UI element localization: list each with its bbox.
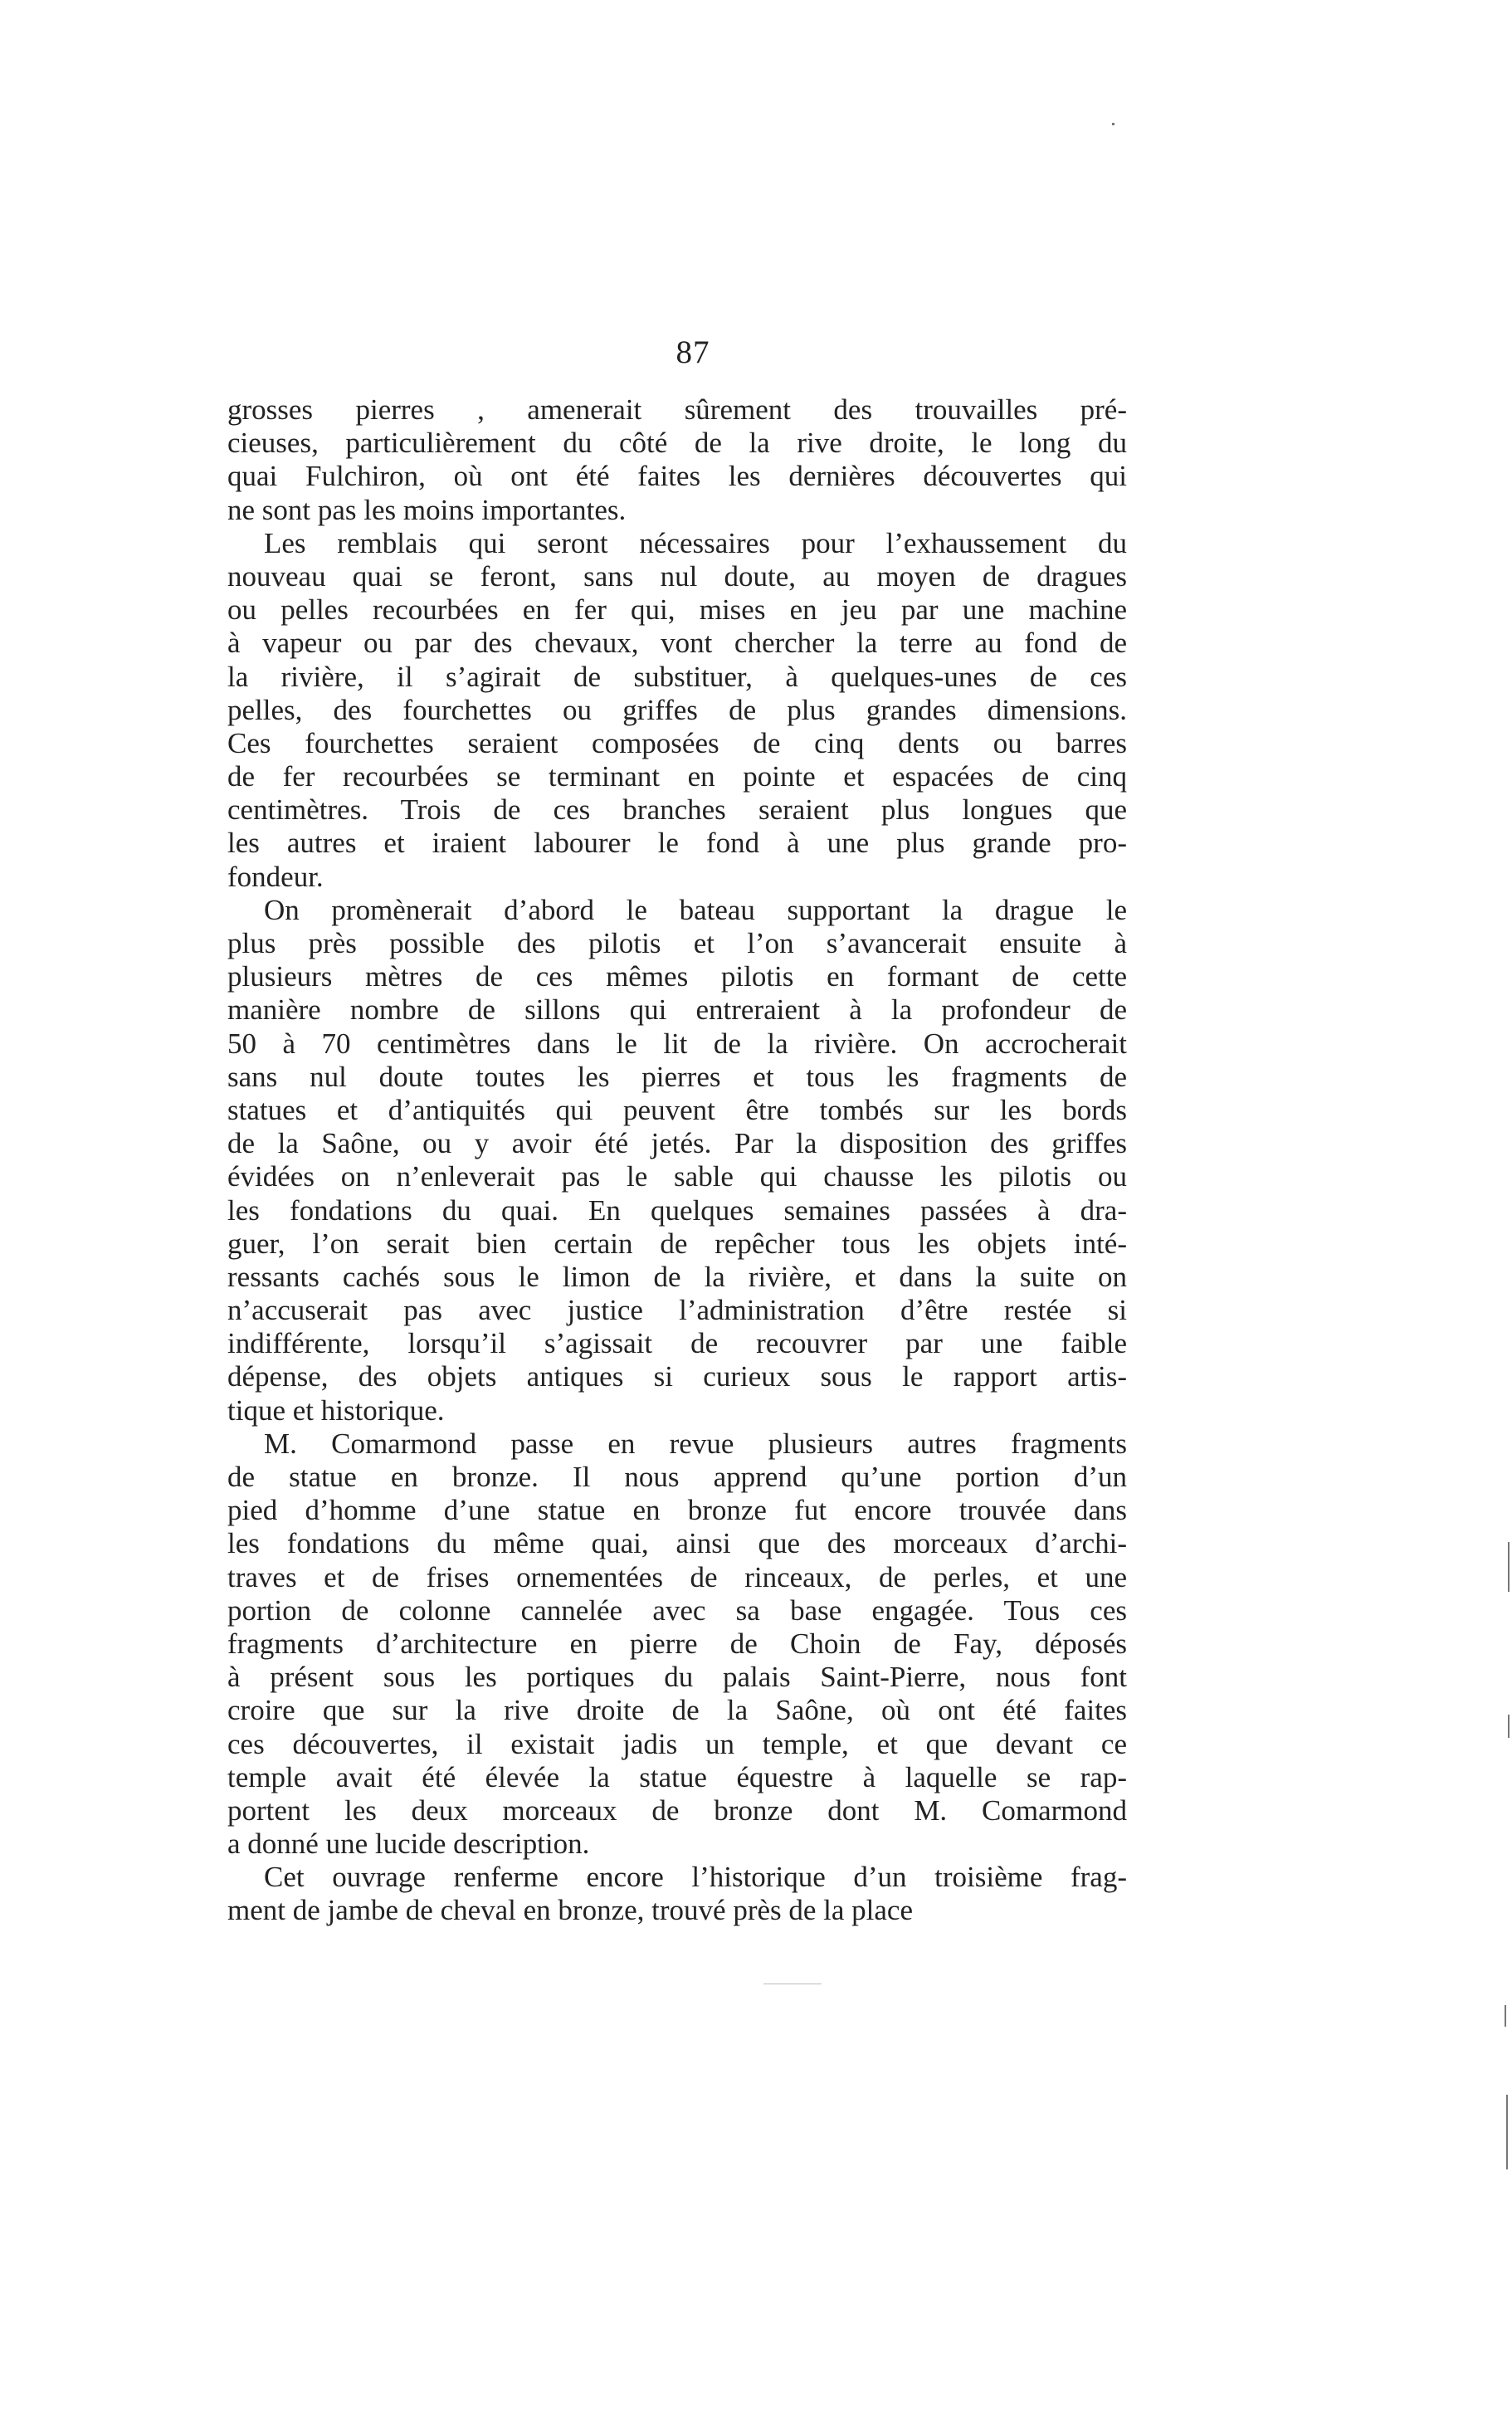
text-line: Les remblais qui seront nécessaires pour l’exhaussement du <box>264 526 1127 559</box>
text-line: dépense, des objets antiques si curieux sous le rapport artis- <box>227 1360 1127 1393</box>
text-line: grosses pierres , amenerait sûrement des trouvailles pré- <box>227 393 1127 426</box>
scan-mark <box>1508 1542 1510 1592</box>
text-line: les fondations du même quai, ainsi que des morceaux d’archi- <box>227 1527 1127 1560</box>
text-line: 50 à 70 centimètres dans le lit de la rivière. On accrocherait <box>227 1027 1127 1060</box>
text-line: centimètres. Trois de ces branches seraient plus longues que <box>227 793 1127 827</box>
scan-mark <box>1508 1715 1510 1738</box>
text-line: indifférente, lorsqu’il s’agissait de recouvrer par une faible <box>227 1327 1127 1360</box>
scan-mark <box>1505 2005 1506 2027</box>
text-line: tique et historique. <box>227 1393 445 1427</box>
text-line: de fer recourbées se terminant en pointe et espacées de cinq <box>227 760 1127 793</box>
text-line: ne sont pas les moins importantes. <box>227 493 627 526</box>
text-line: quai Fulchiron, où ont été faites les dernières découvertes qui <box>227 460 1127 493</box>
text-line: fragments d’architecture en pierre de Choin de Fay, déposés <box>227 1627 1127 1660</box>
text-line: portion de colonne cannelée avec sa base engagée. Tous ces <box>227 1593 1127 1627</box>
text-line: ressants cachés sous le limon de la rivière, et dans la suite on <box>227 1260 1127 1293</box>
text-line: Ces fourchettes seraient composées de cinq dents ou barres <box>227 726 1127 759</box>
text-line: ment de jambe de cheval en bronze, trouvé près de la place <box>227 1894 914 1927</box>
text-line: plus près possible des pilotis et l’on s’avancerait ensuite à <box>227 927 1127 959</box>
scan-mark <box>1506 2095 1508 2169</box>
text-line: les fondations du quai. En quelques semaines passées à dra- <box>227 1193 1127 1227</box>
text-line: Cet ouvrage renferme encore l’historique d’un troisième frag- <box>264 1861 1127 1894</box>
text-line: de statue en bronze. Il nous apprend qu’une portion d’un <box>227 1461 1127 1493</box>
text-line: évidées on n’enleverait pas le sable qui chausse les pilotis ou <box>227 1160 1127 1193</box>
text-line: a donné une lucide description. <box>227 1827 590 1861</box>
text-line: à vapeur ou par des chevaux, vont chercher la terre au fond de <box>227 627 1127 660</box>
text-line: cieuses, particulièrement du côté de la rive droite, le long du <box>227 427 1127 460</box>
text-line: de la Saône, ou y avoir été jetés. Par la disposition des griffes <box>227 1127 1127 1160</box>
body-text <box>227 393 1127 1928</box>
text-line: M. Comarmond passe en revue plusieurs autres fragments <box>264 1427 1127 1460</box>
text-line: pelles, des fourchettes ou griffes de plus grandes dimensions. <box>227 693 1127 726</box>
scan-speck <box>1112 123 1114 125</box>
text-line: nouveau quai se feront, sans nul doute, au moyen de dragues <box>227 559 1127 593</box>
text-line: statues et d’antiquités qui peuvent être tombés sur les bords <box>227 1093 1127 1126</box>
text-line: croire que sur la rive droite de la Saône, où ont été faites <box>227 1694 1127 1727</box>
text-line: temple avait été élevée la statue équestre à laquelle se rap- <box>227 1760 1127 1793</box>
text-line: sans nul doute toutes les pierres et tous les fragments de <box>227 1060 1127 1093</box>
text-line: portent les deux morceaux de bronze dont M. Comarmond <box>227 1793 1127 1827</box>
text-line: à présent sous les portiques du palais Saint-Pierre, nous font <box>227 1661 1127 1694</box>
text-line: fondeur. <box>227 860 324 893</box>
text-line: n’accuserait pas avec justice l’administration d’être restée si <box>227 1294 1127 1327</box>
text-line: pied d’homme d’une statue en bronze fut encore trouvée dans <box>227 1494 1127 1527</box>
page-number: 87 <box>676 334 710 370</box>
text-line: les autres et iraient labourer le fond à une plus grande pro- <box>227 827 1127 860</box>
text-line: ces découvertes, il existait jadis un temple, et que devant ce <box>227 1727 1127 1760</box>
text-line: traves et de frises ornementées de rinceaux, de perles, et une <box>227 1560 1127 1593</box>
text-line: ou pelles recourbées en fer qui, mises en jeu par une machine <box>227 593 1127 627</box>
text-line: la rivière, il s’agirait de substituer, à quelques-unes de ces <box>227 660 1127 693</box>
text-line: On promènerait d’abord le bateau supportant la drague le <box>264 893 1127 926</box>
text-line: plusieurs mètres de ces mêmes pilotis en formant de cette <box>227 960 1127 993</box>
text-line: guer, l’on serait bien certain de repêcher tous les objets inté- <box>227 1227 1127 1260</box>
text-line: manière nombre de sillons qui entreraient à la profondeur de <box>227 993 1127 1027</box>
